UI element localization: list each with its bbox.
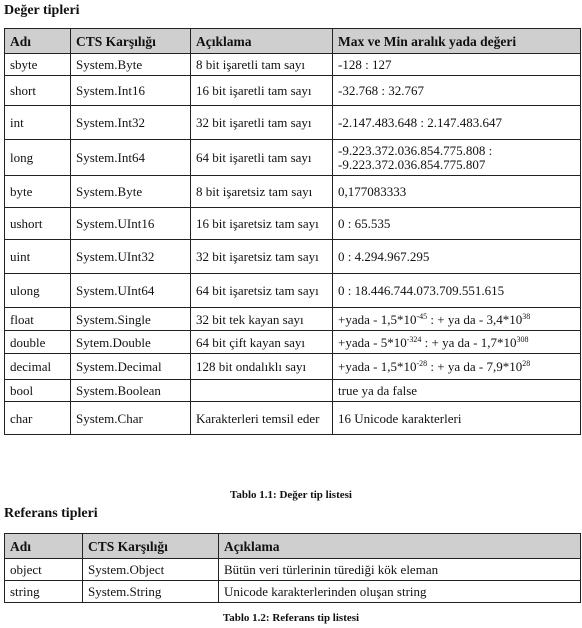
exponent: 38 — [522, 311, 531, 321]
cell-cts: System.Int16 — [71, 76, 191, 106]
cell-description: 8 bit işaretsiz tam sayı — [191, 176, 333, 208]
cell-cts: System.String — [83, 581, 219, 603]
cell-cts: System.UInt16 — [71, 208, 191, 240]
value-types-table — [4, 28, 581, 435]
table-row — [5, 354, 581, 380]
cell-name: uint — [5, 240, 71, 274]
cell-name: char — [5, 402, 71, 435]
cell-description: 64 bit çift kayan sayı — [191, 331, 333, 354]
range-text: : + ya da - 3,4*10 — [427, 311, 523, 327]
cell-cts: System.UInt32 — [71, 240, 191, 274]
cell-name: string — [5, 581, 83, 603]
cell-range: -128 : 127 — [333, 54, 581, 76]
cell-range: -9.223.372.036.854.775.808 : -9.223.372.036.854.775.807 — [333, 140, 581, 176]
column-header-description: Açıklama — [219, 534, 581, 559]
table-row — [5, 581, 581, 603]
column-header-description: Açıklama — [191, 29, 333, 54]
value-types-caption: Tablo 1.1: Değer tip listesi — [230, 489, 352, 501]
cell-range — [333, 308, 581, 331]
cell-name: sbyte — [5, 54, 71, 76]
cell-range: 0 : 4.294.967.295 — [333, 240, 581, 274]
cell-description: 16 bit işaretli tam sayı — [191, 76, 333, 106]
table-row — [5, 240, 581, 274]
cell-description: 64 bit işaretli tam sayı — [191, 140, 333, 176]
cell-description: Karakterleri temsil eder — [191, 402, 333, 435]
cell-description: 128 bit ondalıklı sayı — [191, 354, 333, 380]
table-header-row — [5, 534, 581, 559]
table-row — [5, 331, 581, 354]
table-row — [5, 274, 581, 308]
table-row — [5, 380, 581, 402]
column-header-cts: CTS Karşılığı — [71, 29, 191, 54]
cell-cts: Sytem.Double — [71, 331, 191, 354]
cell-name: ulong — [5, 274, 71, 308]
cell-range: 0,177083333 — [333, 176, 581, 208]
exponent: 308 — [516, 334, 529, 344]
cell-range: -32.768 : 32.767 — [333, 76, 581, 106]
cell-cts: System.Byte — [71, 54, 191, 76]
table-row — [5, 308, 581, 331]
exponent: -324 — [406, 334, 422, 344]
cell-cts: System.Int32 — [71, 106, 191, 140]
exponent: 28 — [522, 359, 531, 368]
range-text: : + ya da - 1,7*10 — [421, 334, 517, 350]
cell-name: object — [5, 559, 83, 581]
cell-cts: System.Int64 — [71, 140, 191, 176]
cell-description: 16 bit işaretsiz tam sayı — [191, 208, 333, 240]
reference-types-heading: Referans tipleri — [4, 506, 98, 521]
exponent: -45 — [416, 311, 428, 321]
table-row — [5, 208, 581, 240]
cell-cts: System.Char — [71, 402, 191, 435]
cell-range: -2.147.483.648 : 2.147.483.647 — [333, 106, 581, 140]
cell-name: short — [5, 76, 71, 106]
cell-cts: System.Single — [71, 308, 191, 331]
table-row — [5, 559, 581, 581]
table-header-row — [5, 29, 581, 54]
cell-cts: System.Boolean — [71, 380, 191, 402]
cell-cts: System.UInt64 — [71, 274, 191, 308]
reference-types-table — [4, 533, 581, 603]
table-row — [5, 106, 581, 140]
cell-range — [333, 331, 581, 354]
cell-cts: System.Decimal — [71, 354, 191, 380]
cell-description: 8 bit işaretli tam sayı — [191, 54, 333, 76]
cell-range: 0 : 65.535 — [333, 208, 581, 240]
cell-name: long — [5, 140, 71, 176]
cell-range — [333, 354, 581, 380]
exponent: -28 — [416, 359, 428, 368]
cell-range: 16 Unicode karakterleri — [333, 402, 581, 435]
cell-description: 32 bit tek kayan sayı — [191, 308, 333, 331]
table-row — [5, 140, 581, 176]
cell-range: true ya da false — [333, 380, 581, 402]
cell-description: 64 bit işaretsiz tam sayı — [191, 274, 333, 308]
range-text: : + ya da - 7,9*10 — [427, 359, 523, 374]
range-text: +yada - 5*10 — [338, 334, 407, 350]
cell-name: byte — [5, 176, 71, 208]
column-header-name: Adı — [5, 29, 71, 54]
column-header-name: Adı — [5, 534, 83, 559]
cell-description: Bütün veri türlerinin türediği kök eleman — [219, 559, 581, 581]
reference-types-caption: Tablo 1.2: Referans tip listesi — [222, 612, 360, 624]
cell-description — [191, 380, 333, 402]
table-row — [5, 402, 581, 435]
cell-name: float — [5, 308, 71, 331]
range-text: +yada - 1,5*10 — [338, 311, 417, 327]
cell-cts: System.Byte — [71, 176, 191, 208]
table-row — [5, 54, 581, 76]
cell-name: double — [5, 331, 71, 354]
cell-description: 32 bit işaretsiz tam sayı — [191, 240, 333, 274]
range-text: +yada - 1,5*10 — [338, 359, 417, 374]
cell-cts: System.Object — [83, 559, 219, 581]
cell-name: bool — [5, 380, 71, 402]
cell-name: ushort — [5, 208, 71, 240]
cell-name: int — [5, 106, 71, 140]
table-row — [5, 76, 581, 106]
table-row — [5, 176, 581, 208]
value-types-heading: Değer tipleri — [4, 3, 80, 18]
cell-name: decimal — [5, 354, 71, 380]
cell-description: Unicode karakterlerinden oluşan string — [219, 581, 581, 603]
cell-description: 32 bit işaretli tam sayı — [191, 106, 333, 140]
column-header-cts: CTS Karşılığı — [83, 534, 219, 559]
cell-range: 0 : 18.446.744.073.709.551.615 — [333, 274, 581, 308]
column-header-range: Max ve Min aralık yada değeri — [333, 29, 581, 54]
